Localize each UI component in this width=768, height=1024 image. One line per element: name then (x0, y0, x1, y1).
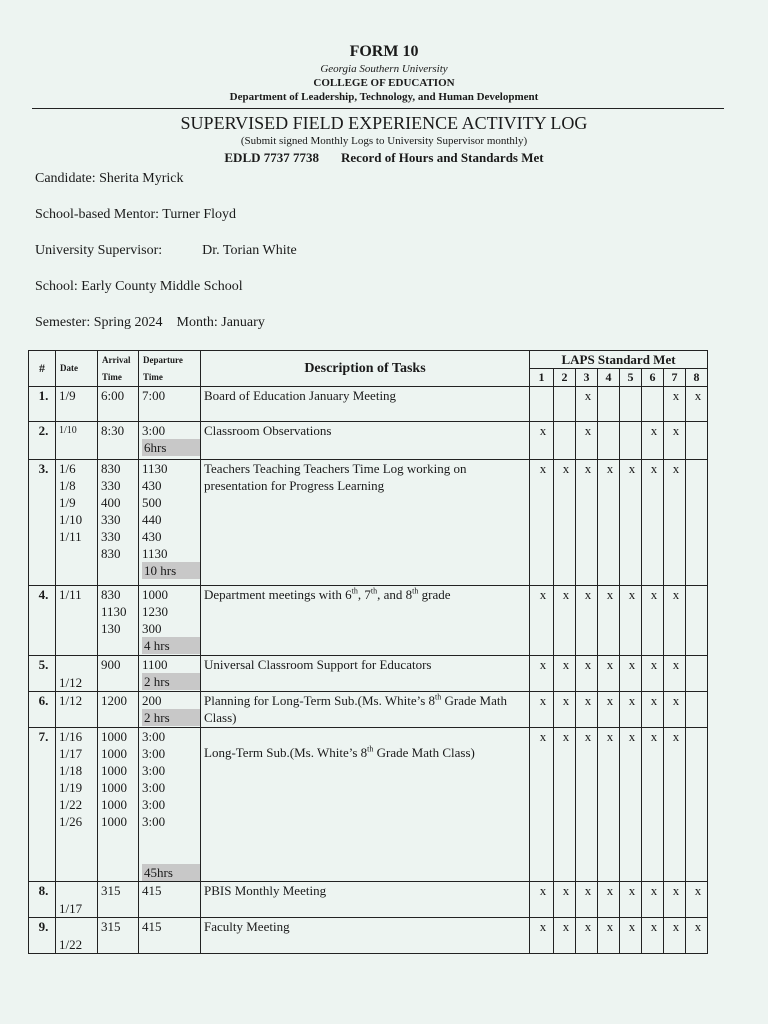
standard-mark: x (598, 656, 620, 692)
superscript-text: th (435, 692, 442, 702)
hours-total: 45hrs (142, 864, 200, 881)
task-description (201, 918, 530, 954)
arrival-value: 1000 (101, 814, 127, 829)
standard-mark: x (620, 692, 642, 728)
standard-mark: x (664, 460, 686, 586)
task-description (201, 387, 530, 422)
hours-total: 10 hrs (142, 562, 200, 579)
standard-mark: x (554, 692, 576, 728)
arrival-header: Arrival Time (98, 351, 139, 387)
date-value: 1/12 (59, 675, 83, 690)
college-name: COLLEGE OF EDUCATION (313, 77, 455, 89)
form-number: FORM 10 (349, 43, 419, 60)
standard-mark: x (620, 882, 642, 918)
table-row (29, 656, 708, 692)
standard-header: 4 (598, 369, 620, 387)
mentor-field: School-based Mentor: Turner Floyd (35, 207, 237, 222)
description-text: Faculty Meeting (204, 919, 290, 934)
standard-mark: x (642, 656, 664, 692)
task-description (201, 656, 530, 692)
standard-mark: x (686, 387, 708, 422)
departure-value: 200 (142, 693, 162, 708)
semester-value: Semester: Spring 2024 (35, 315, 163, 330)
date-value: 1/17 (59, 746, 83, 761)
arrival-value: 8:30 (101, 423, 125, 438)
departure-value: 3:00 (142, 729, 166, 744)
departure-value: 1000 (142, 587, 168, 602)
date-value: 1/22 (59, 797, 83, 812)
date-value: 1/10 (59, 512, 83, 527)
standard-mark (530, 387, 554, 422)
row-number: 3. (29, 460, 56, 586)
standard-mark: x (530, 422, 554, 460)
standard-mark: x (620, 460, 642, 586)
table-row (29, 882, 708, 918)
row-number: 1. (29, 387, 56, 422)
description-text: Department meetings with 6 (204, 587, 352, 602)
standard-mark: x (686, 918, 708, 954)
departure-value: 1100 (142, 657, 168, 672)
standard-mark: x (576, 460, 598, 586)
standard-mark: x (576, 656, 598, 692)
departure-cell (139, 882, 201, 918)
standard-mark: x (554, 918, 576, 954)
standard-mark: x (598, 918, 620, 954)
standard-mark: x (576, 586, 598, 656)
standard-mark: x (598, 460, 620, 586)
table-row (29, 586, 708, 656)
date-value: 1/9 (59, 388, 76, 403)
standard-mark: x (576, 387, 598, 422)
description-text: PBIS Monthly Meeting (204, 883, 327, 898)
arrival-value: 330 (101, 512, 121, 527)
departure-cell (139, 692, 201, 728)
standard-mark: x (620, 586, 642, 656)
date-cell (56, 882, 98, 918)
description-text: Grade Math Class) (373, 745, 475, 760)
arrival-value: 830 (101, 587, 121, 602)
departure-cell (139, 387, 201, 422)
standard-header: 5 (620, 369, 642, 387)
arrival-value: 1000 (101, 797, 127, 812)
standard-mark: x (576, 422, 598, 460)
departure-value: 3:00 (142, 780, 166, 795)
departure-cell (139, 422, 201, 460)
arrival-value: 130 (101, 621, 121, 636)
row-number: 2. (29, 422, 56, 460)
standard-header: 3 (576, 369, 598, 387)
standard-mark (620, 422, 642, 460)
description-text: Long-Term Sub.(Ms. White’s 8 (204, 745, 368, 760)
standard-mark (686, 656, 708, 692)
departure-value: 500 (142, 495, 162, 510)
arrival-value: 1000 (101, 780, 127, 795)
standard-mark (554, 387, 576, 422)
school-field: School: Early County Middle School (35, 279, 243, 294)
standard-mark: x (642, 586, 664, 656)
month-value: Month: January (176, 315, 265, 330)
standard-mark: x (620, 918, 642, 954)
description-text: Grade Math Class) (204, 693, 507, 725)
description-text: , and 8 (377, 587, 413, 602)
departure-value: 3:00 (142, 814, 166, 829)
date-value: 1/18 (59, 763, 83, 778)
row-number: 6. (29, 692, 56, 728)
activity-log-table (28, 350, 708, 954)
departure-cell (139, 656, 201, 692)
standard-mark (686, 422, 708, 460)
departure-value: 1130 (142, 546, 168, 561)
date-cell (56, 656, 98, 692)
arrival-value: 1000 (101, 763, 127, 778)
departure-header: Departure Time (139, 351, 201, 387)
standard-mark: x (642, 460, 664, 586)
date-value: 1/22 (59, 937, 83, 952)
description-header: Description of Tasks (201, 351, 530, 387)
standard-mark (598, 422, 620, 460)
supervisor-label: University Supervisor: (35, 243, 163, 258)
standard-mark: x (530, 728, 554, 882)
departure-value: 415 (142, 883, 162, 898)
log-body (29, 387, 708, 954)
standard-mark: x (598, 692, 620, 728)
course-code: EDLD 7737 7738 (224, 150, 320, 165)
arrival-value: 900 (101, 657, 121, 672)
departure-value: 1130 (142, 461, 168, 476)
course-description: Record of Hours and Standards Met (341, 150, 544, 165)
standard-mark: x (554, 460, 576, 586)
arrival-cell (98, 586, 139, 656)
standard-mark: x (530, 882, 554, 918)
standard-mark: x (642, 882, 664, 918)
standard-mark (642, 387, 664, 422)
description-text: grade (418, 587, 451, 602)
standard-mark: x (576, 692, 598, 728)
date-value: 1/17 (59, 901, 83, 916)
standard-mark: x (576, 918, 598, 954)
arrival-value: 830 (101, 461, 121, 476)
arrival-value: 330 (101, 529, 121, 544)
arrival-value: 6:00 (101, 388, 125, 403)
date-cell (56, 422, 98, 460)
header-divider (32, 108, 724, 109)
standard-mark: x (664, 422, 686, 460)
arrival-cell (98, 422, 139, 460)
standard-mark (686, 586, 708, 656)
date-value: 1/12 (59, 693, 83, 708)
log-subtitle: (Submit signed Monthly Logs to University Supervisor monthly) (240, 135, 528, 147)
departure-value: 430 (142, 478, 162, 493)
standard-mark: x (686, 882, 708, 918)
table-row (29, 918, 708, 954)
arrival-value: 1000 (101, 729, 127, 744)
semester-field (35, 314, 265, 332)
departure-value: 3:00 (142, 746, 166, 761)
form-header (0, 42, 768, 104)
departure-value: 300 (142, 621, 162, 636)
standard-mark: x (664, 918, 686, 954)
standard-mark: x (530, 656, 554, 692)
standard-mark: x (642, 692, 664, 728)
task-description (201, 692, 530, 728)
header-row (29, 351, 708, 369)
standard-header: 2 (554, 369, 576, 387)
departure-value: 7:00 (142, 388, 166, 403)
arrival-cell (98, 387, 139, 422)
standard-mark: x (598, 586, 620, 656)
departure-cell (139, 918, 201, 954)
date-cell (56, 460, 98, 586)
standard-mark (686, 692, 708, 728)
table-row (29, 387, 708, 422)
arrival-cell (98, 882, 139, 918)
date-value: 1/6 (59, 461, 76, 476)
standard-mark: x (554, 656, 576, 692)
hours-total: 6hrs (142, 439, 200, 456)
standard-mark: x (576, 882, 598, 918)
standard-mark: x (664, 728, 686, 882)
laps-header: LAPS Standard Met (530, 351, 708, 369)
date-cell (56, 918, 98, 954)
departure-value: 3:00 (142, 763, 166, 778)
arrival-value: 400 (101, 495, 121, 510)
date-cell (56, 586, 98, 656)
standard-mark: x (620, 656, 642, 692)
standard-mark: x (554, 728, 576, 882)
description-text: Planning for Long-Term Sub.(Ms. White’s 8 (204, 693, 436, 708)
departure-value: 3:00 (142, 797, 166, 812)
table-row (29, 422, 708, 460)
departure-cell (139, 460, 201, 586)
standard-mark: x (530, 586, 554, 656)
standard-mark: x (664, 656, 686, 692)
departure-value: 440 (142, 512, 162, 527)
standard-mark (598, 387, 620, 422)
date-header: Date (56, 351, 98, 387)
task-description (201, 882, 530, 918)
row-number: 5. (29, 656, 56, 692)
row-number: 8. (29, 882, 56, 918)
hours-total: 2 hrs (142, 673, 200, 690)
task-description (201, 728, 530, 882)
hours-total: 2 hrs (142, 709, 200, 726)
supervisor-name: Dr. Torian White (202, 243, 297, 258)
description-text: Board of Education January Meeting (204, 388, 397, 403)
superscript-text: th (370, 586, 378, 596)
standard-mark: x (530, 692, 554, 728)
num-header: # (29, 351, 56, 387)
standard-mark: x (642, 918, 664, 954)
standard-mark: x (642, 422, 664, 460)
date-value: 1/26 (59, 814, 83, 829)
departure-value: 430 (142, 529, 162, 544)
arrival-cell (98, 728, 139, 882)
date-value: 1/10 (59, 425, 77, 436)
description-text: Classroom Observations (204, 423, 332, 438)
departure-value: 415 (142, 919, 162, 934)
row-number: 9. (29, 918, 56, 954)
arrival-value: 315 (101, 883, 121, 898)
standard-mark: x (598, 882, 620, 918)
standard-mark (554, 422, 576, 460)
table-row (29, 692, 708, 728)
arrival-value: 315 (101, 919, 121, 934)
standard-mark: x (530, 460, 554, 586)
departure-value: 1230 (142, 604, 168, 619)
standard-header: 6 (642, 369, 664, 387)
departure-cell (139, 586, 201, 656)
row-number: 4. (29, 586, 56, 656)
date-cell (56, 692, 98, 728)
standard-mark: x (598, 728, 620, 882)
standard-mark (686, 460, 708, 586)
date-value: 1/11 (59, 587, 82, 602)
task-description (201, 586, 530, 656)
date-value: 1/11 (59, 529, 82, 544)
task-description (201, 460, 530, 586)
arrival-cell (98, 656, 139, 692)
course-line (0, 149, 768, 167)
date-value: 1/19 (59, 780, 83, 795)
superscript-text: th (367, 744, 374, 754)
standard-mark: x (620, 728, 642, 882)
arrival-value: 1000 (101, 746, 127, 761)
description-text: , 7 (357, 587, 371, 602)
candidate-field: Candidate: Sherita Myrick (35, 171, 184, 186)
arrival-cell (98, 918, 139, 954)
arrival-value: 1130 (101, 604, 127, 619)
description-text: Teachers Teaching Teachers Time Log working on presentation for Progress Learning (204, 461, 467, 493)
standard-mark: x (576, 728, 598, 882)
date-value: 1/9 (59, 495, 76, 510)
standard-mark: x (664, 387, 686, 422)
standard-mark (620, 387, 642, 422)
arrival-cell (98, 460, 139, 586)
arrival-value: 330 (101, 478, 121, 493)
standard-header: 8 (686, 369, 708, 387)
task-description (201, 422, 530, 460)
department-name: Department of Leadership, Technology, and Human Development (229, 91, 539, 103)
standard-mark: x (530, 918, 554, 954)
standard-mark: x (664, 586, 686, 656)
superscript-text: th (412, 586, 419, 596)
standard-header: 1 (530, 369, 554, 387)
date-cell (56, 728, 98, 882)
arrival-cell (98, 692, 139, 728)
departure-value: 3:00 (142, 423, 166, 438)
supervisor-field (35, 242, 297, 260)
table-row (29, 728, 708, 882)
date-value: 1/16 (59, 729, 83, 744)
standard-mark: x (664, 882, 686, 918)
date-cell (56, 387, 98, 422)
description-text: Universal Classroom Support for Educators (204, 657, 432, 672)
hours-total: 4 hrs (142, 637, 200, 654)
university-name: Georgia Southern University (320, 63, 448, 75)
standard-mark: x (664, 692, 686, 728)
standard-header: 7 (664, 369, 686, 387)
standard-mark (686, 728, 708, 882)
arrival-value: 1200 (101, 693, 127, 708)
superscript-text: th (351, 586, 358, 596)
standard-mark: x (642, 728, 664, 882)
log-title: SUPERVISED FIELD EXPERIENCE ACTIVITY LOG (180, 113, 588, 133)
date-value: 1/8 (59, 478, 76, 493)
standard-mark: x (554, 586, 576, 656)
table-row (29, 460, 708, 586)
departure-cell (139, 728, 201, 882)
row-number: 7. (29, 728, 56, 882)
arrival-value: 830 (101, 546, 121, 561)
standard-mark: x (554, 882, 576, 918)
